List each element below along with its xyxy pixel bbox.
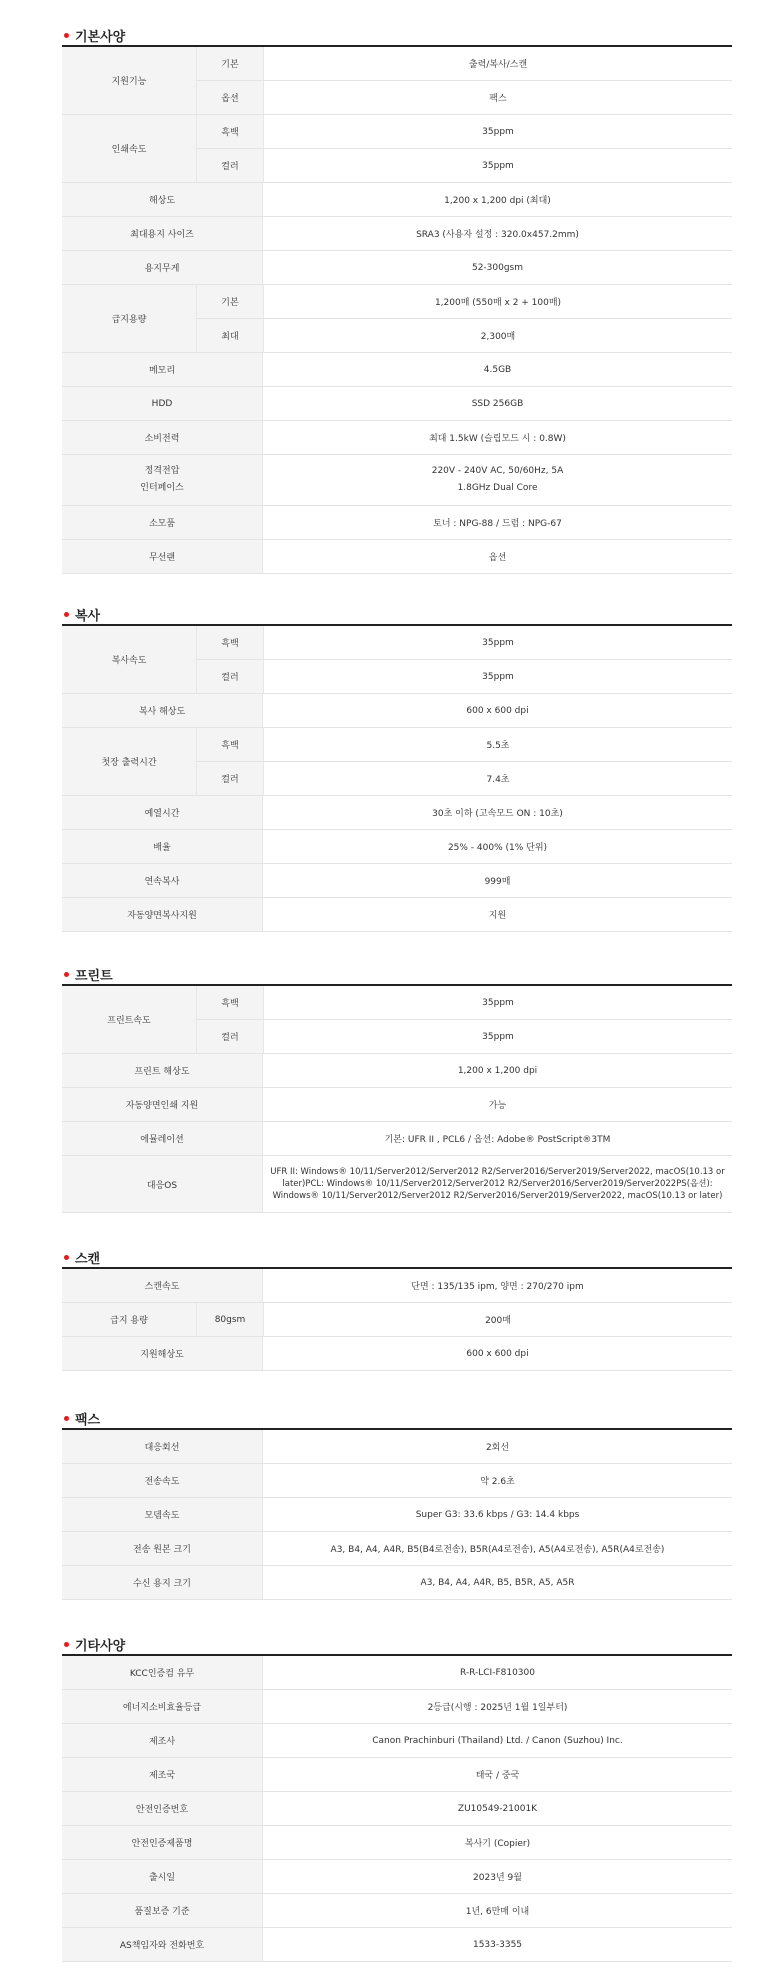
row-sublabel: 컬러 <box>196 1020 263 1053</box>
row-value: 지원 <box>262 898 732 931</box>
row-label: 해상도 <box>62 183 262 216</box>
row-sublabel: 기본 <box>196 285 263 318</box>
row-value: Super G3: 33.6 kbps / G3: 14.4 kbps <box>262 1498 732 1531</box>
row-value: 옵션 <box>262 540 732 573</box>
table-row <box>196 115 732 149</box>
table-row <box>62 1054 732 1088</box>
row-sublabel: 흑백 <box>196 986 263 1019</box>
table-row <box>62 353 732 387</box>
row-label: 스캔속도 <box>62 1269 262 1302</box>
row-value: 35ppm <box>263 660 732 693</box>
row-value: 35ppm <box>263 1020 732 1053</box>
row-value: 1,200매 (550매 x 2 + 100매) <box>263 285 732 318</box>
spec-table-copy <box>62 624 732 932</box>
table-row <box>62 1758 732 1792</box>
row-label: 인쇄속도 <box>62 115 196 182</box>
table-row <box>62 1498 732 1532</box>
section-title-scan: 스캔 <box>62 1247 732 1267</box>
table-row <box>62 694 732 728</box>
row-value: 35ppm <box>263 986 732 1019</box>
row-value: 5.5초 <box>263 728 732 761</box>
row-value: 1,200 x 1,200 dpi (최대) <box>262 183 732 216</box>
row-label: HDD <box>62 387 262 420</box>
row-value: 최대 1.5kW (슬립모드 시 : 0.8W) <box>262 421 732 454</box>
table-row <box>62 217 732 251</box>
row-label: 용지무게 <box>62 251 262 284</box>
row-sublabel: 최대 <box>196 319 263 352</box>
row-value: UFR II: Windows® 10/11/Server2012/Server2012 R2/Server2016/Server2019/Server2022, macOS(10.13 or later)PCL: Windows® 10/11/Server2012/Server2012 R2/Server2016/Server2019/Server2022PS(옵션): Windows® 10/11/Server2012/Server2012 R2/Server2016/Server2019/Server2022, macOS(10.13 or later) <box>262 1156 732 1212</box>
section-etc <box>62 1634 732 1962</box>
table-row <box>62 1860 732 1894</box>
row-value: 1533-3355 <box>262 1928 732 1961</box>
table-row <box>62 796 732 830</box>
row-value: 52-300gsm <box>262 251 732 284</box>
row-value: 200매 <box>263 1303 732 1336</box>
row-label: 급지 용량 <box>62 1303 196 1336</box>
table-row <box>62 183 732 217</box>
row-value: SRA3 (사용자 설정 : 320.0x457.2mm) <box>262 217 732 250</box>
table-row <box>62 1724 732 1758</box>
spec-table-print <box>62 984 732 1213</box>
row-sublabel: 옵션 <box>196 81 263 114</box>
section-title-print: 프린트 <box>62 964 732 984</box>
row-sublabel: 흑백 <box>196 115 263 148</box>
section-title-etc: 기타사양 <box>62 1634 732 1654</box>
table-row <box>196 285 732 319</box>
section-fax <box>62 1408 732 1600</box>
row-label: AS책임자와 전화번호 <box>62 1928 262 1961</box>
table-row <box>196 81 732 114</box>
table-row <box>62 455 732 506</box>
row-value: 35ppm <box>263 115 732 148</box>
row-value: 약 2.6초 <box>262 1464 732 1497</box>
row-label: 자동양면인쇄 지원 <box>62 1088 262 1121</box>
row-group-copy-speed <box>62 626 732 694</box>
row-label: 안전인증번호 <box>62 1792 262 1825</box>
row-value: A3, B4, A4, A4R, B5, B5R, A5, A5R <box>262 1566 732 1599</box>
row-label: 무선랜 <box>62 540 262 573</box>
row-label: 최대용지 사이즈 <box>62 217 262 250</box>
row-value: 35ppm <box>263 149 732 182</box>
table-row <box>196 1020 732 1053</box>
row-value: 2회선 <box>262 1430 732 1463</box>
row-label: 품질보증 기준 <box>62 1894 262 1927</box>
row-label: 자동양면복사지원 <box>62 898 262 931</box>
row-value: 토너 : NPG-88 / 드럼 : NPG-67 <box>262 506 732 539</box>
row-label: 예열시간 <box>62 796 262 829</box>
table-row <box>62 1792 732 1826</box>
row-value: 4.5GB <box>262 353 732 386</box>
row-group-feed <box>62 285 732 353</box>
bullet-dot-icon <box>64 972 69 977</box>
row-label: 지원기능 <box>62 47 196 114</box>
row-value: Canon Prachinburi (Thailand) Ltd. / Canon (Suzhou) Inc. <box>262 1724 732 1757</box>
table-row <box>62 387 732 421</box>
row-value: 기본: UFR II , PCL6 / 옵션: Adobe® PostScript®3TM <box>262 1122 732 1155</box>
table-row <box>196 728 732 762</box>
row-label: 프린트 해상도 <box>62 1054 262 1087</box>
spec-table-etc <box>62 1654 732 1962</box>
table-row <box>196 47 732 81</box>
row-label: 모뎀속도 <box>62 1498 262 1531</box>
row-label: 복사속도 <box>62 626 196 693</box>
row-sublabel: 컬러 <box>196 149 263 182</box>
table-row <box>196 319 732 352</box>
row-value: 가능 <box>262 1088 732 1121</box>
row-label: 연속복사 <box>62 864 262 897</box>
table-row <box>196 660 732 693</box>
row-label: 안전인증제품명 <box>62 1826 262 1859</box>
table-row <box>62 1337 732 1371</box>
table-row <box>62 1894 732 1928</box>
table-row <box>196 986 732 1020</box>
spec-table-basic <box>62 45 732 574</box>
table-row <box>62 864 732 898</box>
spec-table-scan <box>62 1267 732 1371</box>
row-sublabel: 컬러 <box>196 762 263 795</box>
row-value: 35ppm <box>263 626 732 659</box>
row-value: 2등급(시행 : 2025년 1월 1일부터) <box>262 1690 732 1723</box>
bullet-dot-icon <box>64 612 69 617</box>
table-row <box>62 421 732 455</box>
row-label: 제조국 <box>62 1758 262 1791</box>
row-value: 팩스 <box>263 81 732 114</box>
row-value: 25% - 400% (1% 단위) <box>262 830 732 863</box>
table-row <box>62 1656 732 1690</box>
section-print <box>62 964 732 1213</box>
bullet-dot-icon <box>64 1255 69 1260</box>
spec-table-fax <box>62 1428 732 1600</box>
row-value: ZU10549-21001K <box>262 1792 732 1825</box>
row-label: 소모품 <box>62 506 262 539</box>
table-row <box>62 1826 732 1860</box>
table-row <box>62 830 732 864</box>
row-sublabel: 80gsm <box>196 1303 263 1336</box>
table-row <box>62 1156 732 1213</box>
row-label: 메모리 <box>62 353 262 386</box>
row-label: 배율 <box>62 830 262 863</box>
row-group-first-copy <box>62 728 732 796</box>
section-title-fax: 팩스 <box>62 1408 732 1428</box>
table-row <box>62 1088 732 1122</box>
row-value: R-R-LCI-F810300 <box>262 1656 732 1689</box>
table-row <box>62 1430 732 1464</box>
row-label: 에뮬레이션 <box>62 1122 262 1155</box>
table-row <box>62 1303 732 1337</box>
row-sublabel: 기본 <box>196 47 263 80</box>
section-copy <box>62 604 732 932</box>
table-row <box>196 149 732 182</box>
bullet-dot-icon <box>64 1642 69 1647</box>
row-value: 출력/복사/스캔 <box>263 47 732 80</box>
row-label: 정격전압 인터페이스 <box>62 455 262 505</box>
row-value: 220V - 240V AC, 50/60Hz, 5A 1.8GHz Dual Core <box>262 455 732 505</box>
row-value: 30초 이하 (고속모드 ON : 10초) <box>262 796 732 829</box>
row-value: 600 x 600 dpi <box>262 1337 732 1370</box>
row-value: 복사기 (Copier) <box>262 1826 732 1859</box>
row-label: 소비전력 <box>62 421 262 454</box>
row-value: 2023년 9월 <box>262 1860 732 1893</box>
table-row <box>62 506 732 540</box>
row-value: 1년, 6만매 이내 <box>262 1894 732 1927</box>
table-row <box>196 626 732 660</box>
row-value: 7.4초 <box>263 762 732 795</box>
table-row <box>62 1532 732 1566</box>
row-label: 전송속도 <box>62 1464 262 1497</box>
row-sublabel: 흑백 <box>196 728 263 761</box>
row-value: 600 x 600 dpi <box>262 694 732 727</box>
row-value: 태국 / 중국 <box>262 1758 732 1791</box>
section-basic <box>62 25 732 574</box>
section-title-basic: 기본사양 <box>62 25 732 45</box>
section-scan <box>62 1247 732 1371</box>
row-label: 지원해상도 <box>62 1337 262 1370</box>
row-sublabel: 흑백 <box>196 626 263 659</box>
row-label: 급지용량 <box>62 285 196 352</box>
row-label: KCC인증컴 유무 <box>62 1656 262 1689</box>
row-sublabel: 컬러 <box>196 660 263 693</box>
row-label: 출시일 <box>62 1860 262 1893</box>
row-group-functions <box>62 47 732 115</box>
row-label: 첫장 출력시간 <box>62 728 196 795</box>
row-value: SSD 256GB <box>262 387 732 420</box>
bullet-dot-icon <box>64 1416 69 1421</box>
bullet-dot-icon <box>64 33 69 38</box>
table-row <box>62 1690 732 1724</box>
table-row <box>62 1566 732 1600</box>
row-label: 대응회선 <box>62 1430 262 1463</box>
row-value: 999매 <box>262 864 732 897</box>
table-row <box>62 898 732 932</box>
row-group-print-speed <box>62 115 732 183</box>
table-row <box>62 1464 732 1498</box>
row-label: 제조사 <box>62 1724 262 1757</box>
row-label: 프린트속도 <box>62 986 196 1053</box>
row-value: 2,300매 <box>263 319 732 352</box>
row-group-print-speed <box>62 986 732 1054</box>
row-value: 1,200 x 1,200 dpi <box>262 1054 732 1087</box>
row-label: 전송 원본 크기 <box>62 1532 262 1565</box>
row-value: 단면 : 135/135 ipm, 양면 : 270/270 ipm <box>262 1269 732 1302</box>
row-label: 에너지소비효율등급 <box>62 1690 262 1723</box>
table-row <box>62 1122 732 1156</box>
row-label: 대응OS <box>62 1156 262 1212</box>
table-row <box>62 540 732 574</box>
table-row <box>196 762 732 795</box>
row-label: 복사 해상도 <box>62 694 262 727</box>
section-title-copy: 복사 <box>62 604 732 624</box>
row-value: A3, B4, A4, A4R, B5(B4로전송), B5R(A4로전송), A5(A4로전송), A5R(A4로전송) <box>262 1532 732 1565</box>
table-row <box>62 1269 732 1303</box>
table-row <box>62 251 732 285</box>
table-row <box>62 1928 732 1962</box>
row-label: 수신 용지 크기 <box>62 1566 262 1599</box>
